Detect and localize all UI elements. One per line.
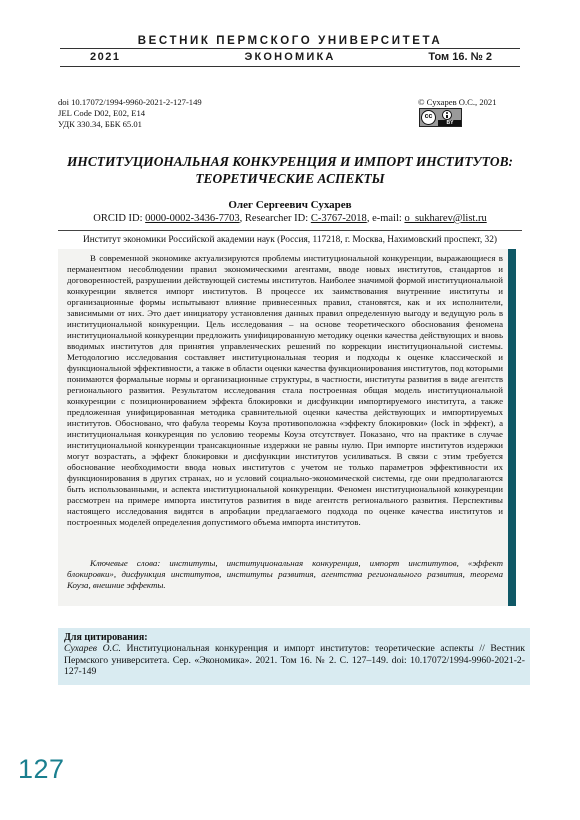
header-year: 2021 (90, 51, 121, 63)
orcid-link[interactable]: 0000-0002-3436-7703 (145, 213, 240, 224)
by-label: BY (438, 120, 462, 127)
header-divider-bottom (60, 66, 520, 67)
journal-title: ВЕСТНИК ПЕРМСКОГО УНИВЕРСИТЕТА (137, 35, 443, 47)
copyright-notice: © Сухарев О.С., 2021 (418, 97, 497, 107)
cc-by-license-badge[interactable] (419, 108, 462, 127)
header-volume: Том 16. № 2 (428, 51, 492, 63)
affiliation-divider (58, 230, 522, 231)
author-name: Олег Сергеевич Сухарев (228, 199, 352, 211)
page-number: 127 (18, 754, 65, 784)
citation-reference: Институциональная конкуренция и импорт институтов: теоретические аспекты // Вестник Пермского университета. Сер. «Экономика». 2021. Том 16. № 2. С. 127–149. doi: 10.17072/1994-9960-2021-2-127-149 (64, 643, 525, 678)
article-identifiers (58, 97, 202, 129)
researcher-label: , Researcher ID: (239, 213, 311, 224)
citation-text (64, 643, 525, 677)
article-title: ИНСТИТУЦИОНАЛЬНАЯ КОНКУРЕНЦИЯ И ИМПОРТ ИНСТИТУТОВ: ТЕОРЕТИЧЕСКИЕ АСПЕКТЫ (67, 154, 513, 186)
abstract-text: В современной экономике актуализируются проблемы институциональной конкуренции, выражающиеся в перманентном несоблюдении правил экономическими агентами, вводе новых институтов, стандартов и договоренностей, разрушении действующей системы институтов. Наиболее значимой формой институциональной конкуренции является импорт институтов. В процессе их заимствования внутренние институты и организационные формы испытывают влияние привнесенных правил, становятся, как и их исполнители, зависимыми от них. Это дает инициатору установления данных правил определенную выгоду и ведущую роль в институциональной конкуренции. Цель исследования – на основе теоретического обоснования феномена институциональной конкуренции предложить унифицированную методику оценки качества действующих и вновь вводимых институтов для принятия управленческих решений по коррекции институциональной системы. Методологию исследования составляет институциональная теория и подходы к оценке классической и функциональной эффективности, а также в области оценки качества функционирования институтов, под которыми понимаются формальные нормы и организационные структуры, в частности, институты развития в виде агентств регионального развития. Результатом исследования стала построенная общая модель институциональной конкуренции с позиционированием эффекта блокировки и дисфункции импортируемого института, а также предложенная унифицированная методика сравнительной оценки качества действующих и импортируемых институтов. Обосновано, что фабула теоремы Коуза противоположна «эффекту блокировки» (lock in эффект), а институциональная конкуренция по условию теоремы Коуза отсутствует. Показано, что на практике в случае институциональной конкуренции трансакционные издержки не равны нулю. При импорте институтов издержки могут возрастать, а эффект блокировки и дисфункции институтов усиливаться. В связи с этим требуется обоснование необходимости ввода новых институтов с учетом не только параметров эффективности их функционирования в других странах, но и условий социально-экономической системы, где они предполагаются быть использованными, и аспекта институциональной конкуренции. Феномен институциональной конкуренции рассмотрен на примере импорта институтов развития в виде агентств регионального развития. Перспективы настоящего исследования видятся в апробации предлагаемого подхода по оценке качества институтов и построенных моделей определения допустимого объема импорта институтов. (67, 253, 503, 527)
header-divider-top (60, 48, 520, 49)
author-identifiers (0, 213, 580, 224)
citation-authors: Сухарев О.С. (64, 643, 121, 655)
researcher-id-link[interactable]: C-3767-2018 (310, 213, 367, 224)
email-label: , e-mail: (366, 213, 405, 224)
udk-code: УДК 330.34, ББК 65.01 (58, 118, 142, 129)
author-affiliation: Институт экономики Российской академии наук (Россия, 117218, г. Москва, Нахимовский проспект, 32) (82, 235, 498, 245)
doi: doi 10.17072/1994-9960-2021-2-127-149 (58, 97, 202, 107)
orcid-label: ORCID ID: (93, 213, 146, 224)
header-section: ЭКОНОМИКА (244, 51, 336, 63)
attribution-person-icon (442, 110, 452, 120)
jel-code: JEL Code D02, E02, E14 (58, 107, 146, 118)
creative-commons-icon: cc (421, 110, 436, 125)
citation-box (58, 628, 530, 685)
abstract-box (58, 249, 516, 606)
header-row (60, 51, 520, 65)
keywords: Ключевые слова: институты, институциональная конкуренция, импорт институтов, «эффект блокировки», дисфункция институтов, институты развития, агентства регионального развития, теорема Коуза, внешние эффекты. (67, 558, 503, 590)
citation-heading: Для цитирования: (64, 632, 148, 643)
email-link[interactable]: o_sukharev@list.ru (404, 213, 487, 224)
